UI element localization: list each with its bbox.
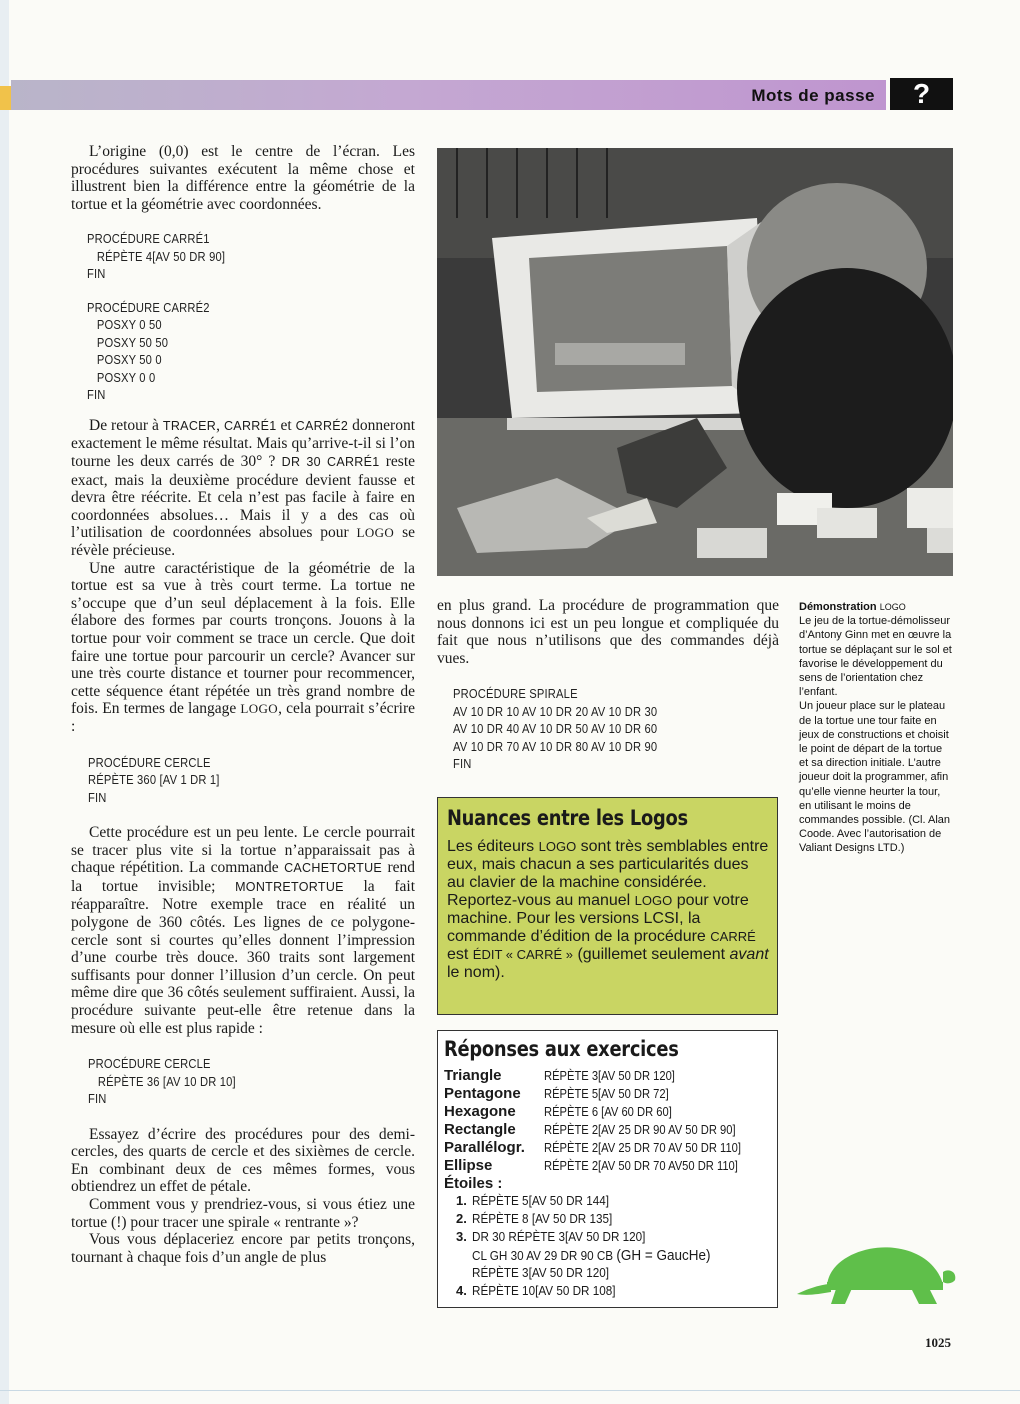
section-title: Mots de passe [751, 86, 875, 105]
star-number: 4. [456, 1283, 467, 1298]
code-block-carre2 [87, 299, 415, 404]
answer-code: RÉPÈTE 2[AV 25 DR 70 AV 50 DR 110] [544, 1140, 741, 1155]
nuances-body: Les éditeurs LOGO sont très semblables entre eux, mais chacun a ses particularités dues au clavier de la machine considérée. Reportez-vous au manuel LOGO pour votre machine. Pour les versions LCSI, la commande d’édition de la procédure CARRÉ est ÉDIT « CARRÉ » (guillemet seulement avant le nom). [447, 838, 769, 981]
question-mark-icon: ? [912, 78, 931, 109]
intro-paragraph: L’origine (0,0) est le centre de l’écran. Les procédures suivantes exécutent la même chose et illustrent bien la différence entre la géométrie de la tortue et la géométrie avec coordonnées. [71, 143, 415, 213]
star-code: CL GH 30 AV 29 DR 90 CB (GH = GaucHe) [472, 1247, 711, 1264]
nuances-box [437, 797, 778, 1015]
caption-text-1: Le jeu de la tortue-démolisseur d’Antony Ginn met en œuvre la tortue se déplaçant sur le sol et favorise le développement du sens de l’orientation chez l’enfant. [799, 615, 952, 699]
answer-label: Parallélogr. [444, 1139, 525, 1156]
paragraph-exercises: Essayez d’écrire des procédures pour des demi-cercles, des quarts de cercle et des sixièmes de cercle. En combinant deux de ces mêmes formes, vous obtiendrez un effet de pétale. [71, 1125, 415, 1196]
page-edge [0, 0, 9, 1404]
paragraph-spiral-answer: Vous vous déplaceriez encore par petits tronçons, tournant à chaque fois d’un angle de plus [71, 1231, 415, 1266]
code-line: RÉPÈTE 36 [AV 10 DR 10] [88, 1073, 236, 1089]
code-line: AV 10 DR 10 AV 10 DR 20 AV 10 DR 30 [453, 703, 658, 719]
code-block-cercle-36 [88, 1055, 415, 1108]
photo-illustration [437, 148, 953, 576]
star-code: RÉPÈTE 5[AV 50 DR 144] [472, 1193, 609, 1208]
answer-label: Hexagone [444, 1103, 516, 1120]
code-line: RÉPÈTE 360 [AV 1 DR 1] [88, 772, 220, 788]
star-code: RÉPÈTE 3[AV 50 DR 120] [472, 1265, 609, 1280]
header-accent-mark [0, 86, 11, 110]
code-line: POSXY 50 0 [87, 352, 162, 368]
nuances-title: Nuances entre les Logos [447, 806, 688, 830]
code-line: FIN [88, 789, 107, 805]
photo-caption [799, 600, 954, 856]
paragraph-cachetortue: Cette procédure est un peu lente. Le cercle pourrait se tracer plus vite si la tortue n’apparaissait pas à chaque répétition. La commande CACHETORTUE rend la tortue invisible; MONTRETORTUE la fait réapparaître. Notre exemple trace en réalité un polygone de 360 côtés. Les lignes de ce polygone-cercle sont si courtes qu’elles donnent l’impression d’une courbe très douce. 360 traits sont largement suffisants pour donner l’illusion d’un cercle. On peut même dire que 36 côtés seulement suffiraient. Aussi, la procédure suivante peut-elle être retenue dans la mesure où elle est plus rapide : [71, 824, 416, 1037]
paragraph-tracer: De retour à TRACER, CARRÉ1 et CARRÉ2 donneront exactement le même résultat. Mais qu’arrive-t-il si l’on tourne les deux carrés de 30° ? DR 30 CARRÉ1 reste exact, mais la deuxième procédure devient fausse et devra être réécrite. Et cela n’est pas facile à faire en coordonnées absolues… Mais il y a des cas où l’utilisation de coordonnées absolues pour LOGO se révèle précieuse. [71, 416, 416, 560]
code-block-carre1 [87, 230, 415, 283]
code-line: POSXY 0 50 [87, 317, 162, 333]
answers-box [437, 1030, 778, 1308]
answer-code: RÉPÈTE 5[AV 50 DR 72] [544, 1086, 669, 1101]
star-code: DR 30 RÉPÈTE 3[AV 50 DR 120] [472, 1229, 646, 1244]
code-line: FIN [87, 266, 106, 282]
star-number: 1. [456, 1193, 467, 1208]
page-number: 1025 [925, 1335, 951, 1350]
left-column [71, 143, 415, 1266]
code-line: POSXY 50 50 [87, 334, 169, 350]
code-line: FIN [88, 1091, 107, 1107]
paragraph-spiral-question: Comment vous y prendriez-vous, si vous étiez une tortue (!) pour tracer une spirale « rentrante »? [71, 1196, 415, 1231]
photo-turtle-demo [437, 148, 953, 576]
code-line: RÉPÈTE 4[AV 50 DR 90] [87, 248, 226, 264]
answer-code: RÉPÈTE 3[AV 50 DR 120] [544, 1068, 675, 1083]
answer-code: RÉPÈTE 2[AV 50 DR 70 AV50 DR 110] [544, 1158, 738, 1173]
star-number: 2. [456, 1211, 467, 1226]
caption-title: Démonstration LOGO [799, 601, 906, 613]
code-line: PROCÉDURE SPIRALE [453, 686, 578, 702]
answer-code: RÉPÈTE 2[AV 25 DR 90 AV 50 DR 90] [544, 1122, 736, 1137]
code-line: FIN [453, 756, 472, 772]
star-code: RÉPÈTE 8 [AV 50 DR 135] [472, 1211, 613, 1226]
code-line: FIN [87, 387, 106, 403]
paragraph-spiral-intro: en plus grand. La procédure de programmation que nous donnons ici est un peu longue et compliquée du fait que nous n’utilisons que des commandes déjà vues. [437, 597, 779, 667]
code-line: PROCÉDURE CARRÉ2 [87, 299, 210, 315]
code-line: AV 10 DR 70 AV 10 DR 80 AV 10 DR 90 [453, 738, 658, 754]
paragraph-short-term: Une autre caractéristique de la géométrie de la tortue est sa vue à très court terme. La tortue ne s’occupe que d’un seul déplacement à la fois. Elle élabore des formes par courts tronçons. Jouons à la tortue pour voir comment se trace un cercle. Que doit faire une tortue pour parcourir un cercle? Avancer sur une très courte distance et tourner pour recommencer, cette séquence étant répétée un très grand nombre de fois. En termes de langage LOGO, cela pourrait s’écrire : [71, 559, 415, 735]
code-line: AV 10 DR 40 AV 10 DR 50 AV 10 DR 60 [453, 721, 658, 737]
turtle-icon [797, 1238, 957, 1308]
answer-label: Rectangle [444, 1121, 516, 1138]
code-line: PROCÉDURE CERCLE [88, 754, 211, 770]
answer-code: RÉPÈTE 6 [AV 60 DR 60] [544, 1104, 672, 1119]
star-number: 3. [456, 1229, 467, 1244]
answer-label: Ellipse [444, 1157, 493, 1174]
bottom-rule [0, 1390, 1020, 1391]
code-line: POSXY 0 0 [87, 369, 156, 385]
code-block-cercle-360 [88, 754, 415, 807]
star-code: RÉPÈTE 10[AV 50 DR 108] [472, 1283, 616, 1298]
code-block-spirale [453, 685, 779, 773]
answer-label: Pentagone [444, 1085, 521, 1102]
caption-text-2: Un joueur place sur le plateau de la tortue une tour faite en jeux de constructions et choisit le point de départ de la tortue et sa direction initiale. L’autre joueur doit la programmer, afin qu’elle vienne heurter la tour, en utilisant le moins de commandes possible. (Cl. Alan Coode. Avec l’autorisation de Valiant Designs LTD.) [799, 700, 951, 855]
middle-column [437, 597, 779, 773]
question-badge [890, 78, 953, 110]
answers-title: Réponses aux exercices [444, 1037, 679, 1061]
code-line: PROCÉDURE CARRÉ1 [87, 231, 210, 247]
code-line: PROCÉDURE CERCLE [88, 1056, 211, 1072]
answer-label: Triangle [444, 1067, 502, 1084]
stars-label: Étoiles : [444, 1175, 503, 1192]
